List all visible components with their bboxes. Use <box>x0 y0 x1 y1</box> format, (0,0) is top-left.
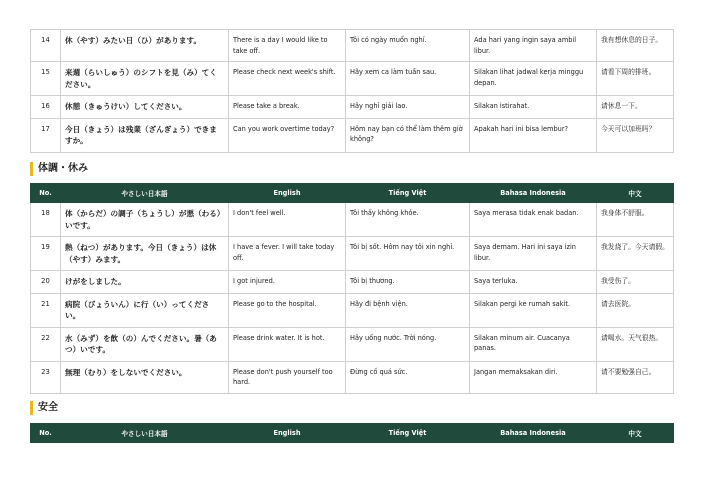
cell-no: 17 <box>31 118 61 152</box>
cell-id: Ada hari yang ingin saya ambil libur. <box>470 30 597 62</box>
cell-id: Silakan lihat jadwal kerja minggu depan. <box>470 62 597 96</box>
table-row <box>31 62 674 96</box>
cell-ja: けがをしました。 <box>61 271 229 294</box>
table-row <box>31 293 674 327</box>
header-ja: やさしい日本語 <box>61 424 229 443</box>
cell-vi: Hãy đi bệnh viện. <box>346 293 470 327</box>
cell-ja: 無理（むり）をしないでください。 <box>61 361 229 393</box>
section-title-health: 体調・休み <box>30 162 88 176</box>
table-header-row <box>31 424 674 443</box>
phrase-table-health <box>30 183 674 394</box>
cell-zh: 请休息一下。 <box>597 96 674 119</box>
header-id: Bahasa Indonesia <box>470 184 597 203</box>
header-zh: 中文 <box>597 424 674 443</box>
phrase-table-work <box>30 29 674 153</box>
header-vi: Tiếng Việt <box>346 184 470 203</box>
header-vi: Tiếng Việt <box>346 424 470 443</box>
header-ja: やさしい日本語 <box>61 184 229 203</box>
cell-no: 19 <box>31 237 61 271</box>
cell-zh: 请去医院。 <box>597 293 674 327</box>
cell-id: Saya terluka. <box>470 271 597 294</box>
cell-ja: 熱（ねつ）があります。今日（きょう）は休（やす）みます。 <box>61 237 229 271</box>
table-row <box>31 118 674 152</box>
cell-en: I have a fever. I will take today off. <box>229 237 346 271</box>
cell-id: Jangan memaksakan diri. <box>470 361 597 393</box>
cell-ja: 体（からだ）の調子（ちょうし）が悪（わる）いです。 <box>61 203 229 237</box>
cell-en: There is a day I would like to take off. <box>229 30 346 62</box>
cell-vi: Tôi có ngày muốn nghỉ. <box>346 30 470 62</box>
cell-id: Silakan minum air. Cuacanya panas. <box>470 327 597 361</box>
cell-zh: 请喝水。天气很热。 <box>597 327 674 361</box>
header-en: English <box>229 184 346 203</box>
cell-ja: 休憩（きゅうけい）してください。 <box>61 96 229 119</box>
cell-vi: Tôi thấy không khỏe. <box>346 203 470 237</box>
cell-id: Silakan istirahat. <box>470 96 597 119</box>
cell-en: I got injured. <box>229 271 346 294</box>
cell-vi: Tôi bị sốt. Hôm nay tôi xin nghỉ. <box>346 237 470 271</box>
cell-vi: Tôi bị thương. <box>346 271 470 294</box>
cell-zh: 我受伤了。 <box>597 271 674 294</box>
cell-zh: 请不要勉强自己。 <box>597 361 674 393</box>
cell-id: Saya demam. Hari ini saya izin libur. <box>470 237 597 271</box>
cell-no: 15 <box>31 62 61 96</box>
cell-en: Please don't push yourself too hard. <box>229 361 346 393</box>
cell-no: 14 <box>31 30 61 62</box>
cell-id: Saya merasa tidak enak badan. <box>470 203 597 237</box>
cell-no: 20 <box>31 271 61 294</box>
section-title-safety: 安全 <box>30 401 58 415</box>
table-row <box>31 203 674 237</box>
cell-no: 21 <box>31 293 61 327</box>
cell-id: Apakah hari ini bisa lembur? <box>470 118 597 152</box>
cell-zh: 我发烧了。今天请假。 <box>597 237 674 271</box>
table-row <box>31 327 674 361</box>
cell-vi: Hãy uống nước. Trời nóng. <box>346 327 470 361</box>
cell-vi: Đừng cố quá sức. <box>346 361 470 393</box>
phrase-table-safety <box>30 423 674 443</box>
table-row <box>31 271 674 294</box>
cell-en: Please go to the hospital. <box>229 293 346 327</box>
cell-vi: Hãy xem ca làm tuần sau. <box>346 62 470 96</box>
cell-ja: 休（やす）みたい日（ひ）があります。 <box>61 30 229 62</box>
cell-ja: 来週（らいしゅう）のシフトを見（み）てください。 <box>61 62 229 96</box>
table-row <box>31 361 674 393</box>
header-en: English <box>229 424 346 443</box>
header-no: No. <box>31 424 61 443</box>
cell-no: 23 <box>31 361 61 393</box>
cell-zh: 我有想休息的日子。 <box>597 30 674 62</box>
cell-no: 16 <box>31 96 61 119</box>
header-no: No. <box>31 184 61 203</box>
cell-en: Can you work overtime today? <box>229 118 346 152</box>
cell-en: Please take a break. <box>229 96 346 119</box>
cell-vi: Hôm nay bạn có thể làm thêm giờ không? <box>346 118 470 152</box>
cell-no: 22 <box>31 327 61 361</box>
cell-id: Silakan pergi ke rumah sakit. <box>470 293 597 327</box>
cell-en: Please drink water. It is hot. <box>229 327 346 361</box>
cell-zh: 请看下周的排班。 <box>597 62 674 96</box>
header-zh: 中文 <box>597 184 674 203</box>
cell-zh: 今天可以加班吗？ <box>597 118 674 152</box>
cell-ja: 今日（きょう）は残業（ざんぎょう）できますか。 <box>61 118 229 152</box>
cell-en: I don't feel well. <box>229 203 346 237</box>
cell-zh: 我身体不舒服。 <box>597 203 674 237</box>
table-header-row <box>31 184 674 203</box>
cell-vi: Hãy nghỉ giải lao. <box>346 96 470 119</box>
cell-no: 18 <box>31 203 61 237</box>
header-id: Bahasa Indonesia <box>470 424 597 443</box>
table-row <box>31 96 674 119</box>
cell-ja: 病院（びょういん）に行（い）ってください。 <box>61 293 229 327</box>
table-row <box>31 30 674 62</box>
cell-en: Please check next week's shift. <box>229 62 346 96</box>
table-row <box>31 237 674 271</box>
cell-ja: 水（みず）を飲（の）んでください。暑（あつ）いです。 <box>61 327 229 361</box>
